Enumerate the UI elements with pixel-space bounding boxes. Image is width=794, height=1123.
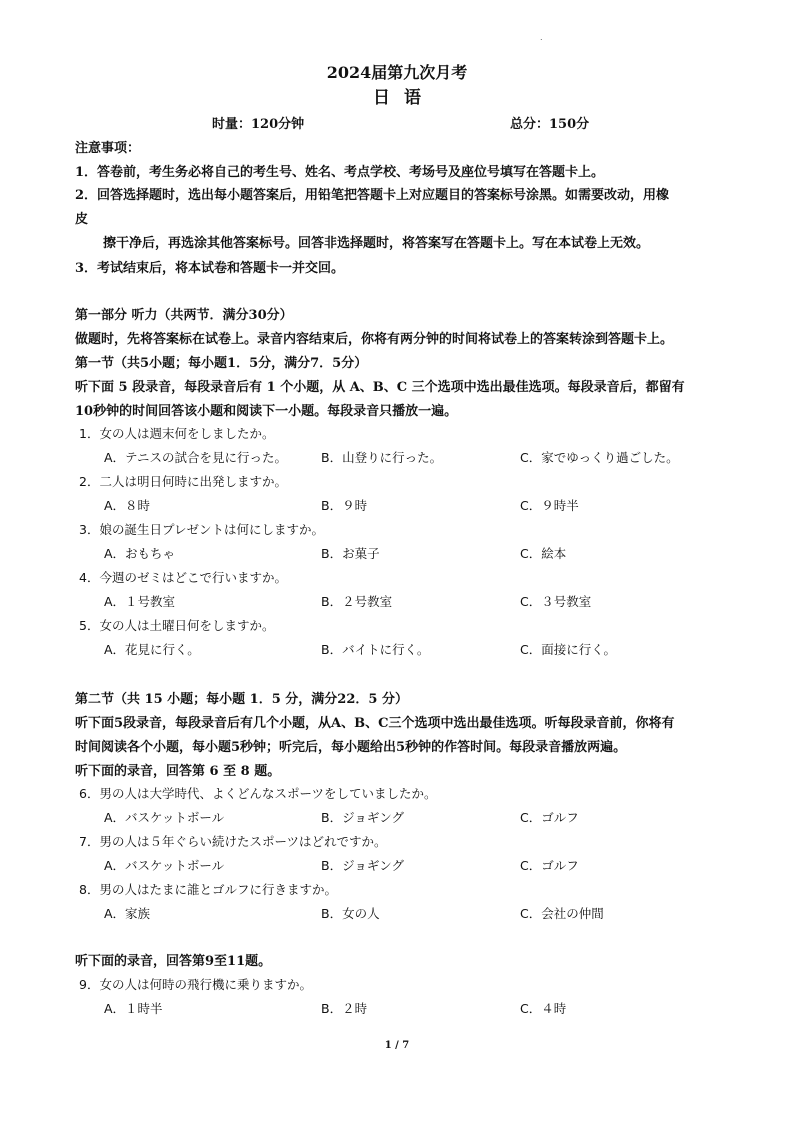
question-2-option-c: C．９時半 — [520, 498, 579, 513]
exam-title: 2024届第九次月考 — [326, 63, 468, 82]
question-1-option-a: A．テニスの試合を見に行った。 — [104, 450, 288, 465]
section1-intro-line-1: 听下面 5 段录音，每段录音后有 1 个小题，从 A、B、C 三个选项中选出最佳选项。每段录音后，都留有 — [75, 380, 685, 395]
question-1: 1．女の人は週末何をしましたか。 — [79, 426, 275, 441]
question-8-option-a: A．家族 — [104, 906, 151, 921]
question-8-option-b: B．女の人 — [321, 906, 380, 921]
note-2-line-2: 皮 — [75, 212, 89, 227]
question-7: 7．男の人は５年ぐらい続けたスポーツはどれですか。 — [79, 834, 387, 849]
question-8: 8．男の人はたまに誰とゴルフに行きますか。 — [79, 882, 337, 897]
question-5-option-a: A．花見に行く。 — [104, 642, 200, 657]
time-limit: 时量：120分钟 — [212, 117, 305, 132]
question-1-option-b: B．山登りに行った。 — [321, 450, 443, 465]
total-score: 总分：150分 — [510, 117, 590, 132]
question-4-option-a: A．１号教室 — [104, 594, 176, 609]
corner-dot: . — [540, 33, 543, 42]
question-1-option-c: C．家でゆっくり過ごした。 — [520, 450, 679, 465]
group-6-8-heading: 听下面的录音，回答第 6 至 8 题。 — [75, 764, 281, 779]
question-5-option-c: C．面接に行く。 — [520, 642, 616, 657]
question-5-option-b: B．バイトに行く。 — [321, 642, 430, 657]
part1-intro: 做题时，先将答案标在试卷上。录音内容结束后，你将有两分钟的时间将试卷上的答案转涂到答题卡上。 — [75, 332, 674, 347]
question-9-option-a: A．１時半 — [104, 1001, 163, 1016]
question-4: 4．今週のゼミはどこで行いますか。 — [79, 570, 287, 585]
note-3: 3．考试结束后，将本试卷和答题卡一并交回。 — [75, 261, 345, 276]
question-7-option-a: A．バスケットボール — [104, 858, 225, 873]
section1-heading: 第一节（共5小题；每小题1．5分，满分7．5分） — [75, 356, 368, 371]
question-2-option-a: A．８時 — [104, 498, 151, 513]
question-2: 2．二人は明日何時に出発しますか。 — [79, 474, 287, 489]
note-2-line-3: 擦干净后，再选涂其他答案标号。回答非选择题时，将答案写在答题卡上。写在本试卷上无效。 — [103, 236, 650, 251]
question-5: 5．女の人は土曜日何をしますか。 — [79, 618, 275, 633]
question-3-option-c: C．絵本 — [520, 546, 567, 561]
question-6: 6．男の人は大学時代、よくどんなスポーツをしていましたか。 — [79, 786, 437, 801]
question-4-option-c: C．３号教室 — [520, 594, 592, 609]
question-3-option-a: A．おもちゃ — [104, 546, 176, 561]
question-6-option-c: C．ゴルフ — [520, 810, 579, 825]
question-2-option-b: B．９時 — [321, 498, 368, 513]
question-6-option-b: B．ジョギング — [321, 810, 404, 825]
question-3: 3．娘の誕生日プレゼントは何にしますか。 — [79, 522, 324, 537]
question-6-option-a: A．バスケットボール — [104, 810, 225, 825]
section2-intro-line-2: 时间阅读各个小题，每小题5秒钟；听完后，每小题给出5秒钟的作答时间。每段录音播放两遍。 — [75, 740, 627, 755]
part1-heading: 第一部分 听力（共两节．满分30分） — [75, 308, 293, 323]
subject-title: 日语 — [373, 88, 435, 108]
group-9-11-heading: 听下面的录音，回答第9至11题。 — [75, 954, 272, 969]
section2-intro-line-1: 听下面5段录音，每段录音后有几个小题，从A、B、C三个选项中选出最佳选项。听每段录音前，你将有 — [75, 716, 675, 731]
question-9-option-b: B．２時 — [321, 1001, 368, 1016]
note-2-line-1: 2．回答选择题时，选出每小题答案后，用铅笔把答题卡上对应题目的答案标号涂黑。如需要改动，用橡 — [75, 188, 670, 203]
page-number: 1 / 7 — [384, 1040, 410, 1051]
question-9-option-c: C．４時 — [520, 1001, 567, 1016]
question-9: 9．女の人は何時の飛行機に乗りますか。 — [79, 977, 312, 992]
question-3-option-b: B．お菓子 — [321, 546, 380, 561]
note-1: 1．答卷前，考生务必将自己的考生号、姓名、考点学校、考场号及座位号填写在答题卡上。 — [75, 165, 605, 180]
question-8-option-c: C．会社の仲間 — [520, 906, 604, 921]
notes-heading: 注意事项： — [75, 141, 141, 156]
section1-intro-line-2: 10秒钟的时间回答该小题和阅读下一小题。每段录音只播放一遍。 — [75, 404, 458, 419]
question-7-option-b: B．ジョギング — [321, 858, 404, 873]
section2-heading: 第二节（共 15 小题；每小题 1．5 分，满分22．5 分） — [75, 692, 408, 707]
question-7-option-c: C．ゴルフ — [520, 858, 579, 873]
question-4-option-b: B．２号教室 — [321, 594, 393, 609]
